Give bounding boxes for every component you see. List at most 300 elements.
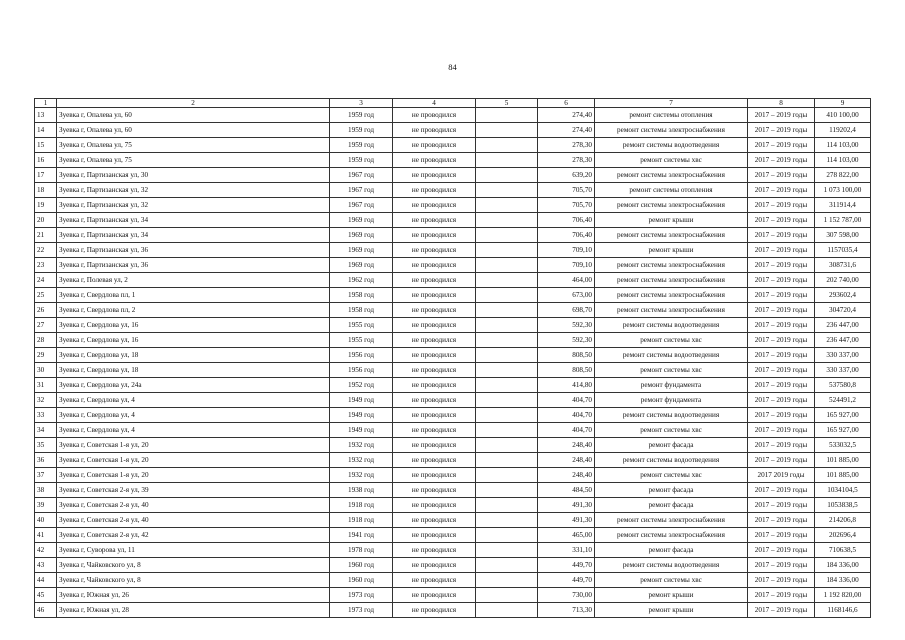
work-type-cell: ремонт системы электроснабжения <box>595 513 748 528</box>
address-cell: Зуевка г, Свердлова ул, 16 <box>57 333 330 348</box>
period-cell: 2017 – 2019 годы <box>748 543 815 558</box>
last-repair-cell: не проводился <box>393 423 476 438</box>
build-year-cell: 1949 год <box>330 423 393 438</box>
build-year-cell: 1932 год <box>330 438 393 453</box>
last-repair-cell: не проводился <box>393 273 476 288</box>
address-cell: Зуевка г, Свердлова ул, 18 <box>57 348 330 363</box>
work-type-cell: ремонт системы электроснабжения <box>595 168 748 183</box>
last-repair-cell: не проводился <box>393 348 476 363</box>
build-year-cell: 1959 год <box>330 108 393 123</box>
last-repair-cell: не проводился <box>393 588 476 603</box>
row-number-cell: 27 <box>35 318 57 333</box>
work-type-cell: ремонт фасада <box>595 498 748 513</box>
last-repair-cell: не проводился <box>393 573 476 588</box>
column-header-2: 2 <box>57 99 330 108</box>
blank-cell <box>476 468 538 483</box>
table-row <box>35 228 871 243</box>
table-row <box>35 108 871 123</box>
cost-cell: 214206,8 <box>815 513 871 528</box>
area-cell: 449,70 <box>538 558 595 573</box>
table-row <box>35 498 871 513</box>
row-number-cell: 24 <box>35 273 57 288</box>
build-year-cell: 1938 год <box>330 483 393 498</box>
blank-cell <box>476 543 538 558</box>
row-number-cell: 44 <box>35 573 57 588</box>
table-row <box>35 243 871 258</box>
area-cell: 713,30 <box>538 603 595 618</box>
blank-cell <box>476 348 538 363</box>
work-type-cell: ремонт системы электроснабжения <box>595 258 748 273</box>
address-cell: Зуевка г, Опалева ул, 75 <box>57 138 330 153</box>
table-row <box>35 303 871 318</box>
row-number-cell: 15 <box>35 138 57 153</box>
build-year-cell: 1918 год <box>330 513 393 528</box>
table-row <box>35 513 871 528</box>
address-cell: Зуевка г, Опалева ул, 60 <box>57 108 330 123</box>
address-cell: Зуевка г, Опалева ул, 75 <box>57 153 330 168</box>
work-type-cell: ремонт системы электроснабжения <box>595 273 748 288</box>
address-cell: Зуевка г, Советская 2-я ул, 40 <box>57 513 330 528</box>
last-repair-cell: не проводился <box>393 183 476 198</box>
blank-cell <box>476 558 538 573</box>
build-year-cell: 1955 год <box>330 318 393 333</box>
table-row <box>35 333 871 348</box>
area-cell: 698,70 <box>538 303 595 318</box>
row-number-cell: 31 <box>35 378 57 393</box>
table-row <box>35 393 871 408</box>
address-cell: Зуевка г, Опалева ул, 60 <box>57 123 330 138</box>
last-repair-cell: не проводился <box>393 333 476 348</box>
work-type-cell: ремонт крыши <box>595 243 748 258</box>
row-number-cell: 28 <box>35 333 57 348</box>
work-type-cell: ремонт системы водоотведения <box>595 408 748 423</box>
address-cell: Зуевка г, Партизанская ул, 32 <box>57 198 330 213</box>
period-cell: 2017 – 2019 годы <box>748 438 815 453</box>
area-cell: 673,00 <box>538 288 595 303</box>
build-year-cell: 1949 год <box>330 408 393 423</box>
cost-cell: 278 822,00 <box>815 168 871 183</box>
cost-cell: 1 073 100,00 <box>815 183 871 198</box>
period-cell: 2017 – 2019 годы <box>748 513 815 528</box>
cost-cell: 293602,4 <box>815 288 871 303</box>
address-cell: Зуевка г, Советская 1-я ул, 20 <box>57 468 330 483</box>
row-number-cell: 16 <box>35 153 57 168</box>
cost-cell: 1 152 787,00 <box>815 213 871 228</box>
address-cell: Зуевка г, Свердлова ул, 4 <box>57 408 330 423</box>
cost-cell: 410 100,00 <box>815 108 871 123</box>
last-repair-cell: не проводился <box>393 408 476 423</box>
blank-cell <box>476 378 538 393</box>
row-number-cell: 29 <box>35 348 57 363</box>
work-type-cell: ремонт крыши <box>595 603 748 618</box>
cost-cell: 1168146,6 <box>815 603 871 618</box>
area-cell: 278,30 <box>538 153 595 168</box>
build-year-cell: 1967 год <box>330 198 393 213</box>
period-cell: 2017 – 2019 годы <box>748 333 815 348</box>
table-row <box>35 573 871 588</box>
blank-cell <box>476 483 538 498</box>
table-row <box>35 123 871 138</box>
table-row <box>35 603 871 618</box>
period-cell: 2017 – 2019 годы <box>748 378 815 393</box>
table-row <box>35 138 871 153</box>
build-year-cell: 1973 год <box>330 588 393 603</box>
page-number: 84 <box>448 62 457 72</box>
area-cell: 404,70 <box>538 423 595 438</box>
period-cell: 2017 – 2019 годы <box>748 243 815 258</box>
blank-cell <box>476 528 538 543</box>
blank-cell <box>476 588 538 603</box>
row-number-cell: 42 <box>35 543 57 558</box>
cost-cell: 1 192 820,00 <box>815 588 871 603</box>
address-cell: Зуевка г, Свердлова ул, 16 <box>57 318 330 333</box>
build-year-cell: 1960 год <box>330 558 393 573</box>
table-row <box>35 273 871 288</box>
blank-cell <box>476 363 538 378</box>
period-cell: 2017 – 2019 годы <box>748 483 815 498</box>
column-header-6: 6 <box>538 99 595 108</box>
row-number-cell: 22 <box>35 243 57 258</box>
work-type-cell: ремонт системы хвс <box>595 423 748 438</box>
repair-schedule-table <box>34 98 871 618</box>
cost-cell: 524491,2 <box>815 393 871 408</box>
period-cell: 2017 – 2019 годы <box>748 318 815 333</box>
build-year-cell: 1969 год <box>330 243 393 258</box>
row-number-cell: 19 <box>35 198 57 213</box>
area-cell: 404,70 <box>538 408 595 423</box>
work-type-cell: ремонт системы электроснабжения <box>595 528 748 543</box>
cost-cell: 1053838,5 <box>815 498 871 513</box>
address-cell: Зуевка г, Свердлова ул, 4 <box>57 423 330 438</box>
column-header-1: 1 <box>35 99 57 108</box>
column-number-row <box>35 99 871 108</box>
blank-cell <box>476 153 538 168</box>
cost-cell: 1034104,5 <box>815 483 871 498</box>
cost-cell: 1157035,4 <box>815 243 871 258</box>
last-repair-cell: не проводился <box>393 198 476 213</box>
period-cell: 2017 – 2019 годы <box>748 603 815 618</box>
row-number-cell: 14 <box>35 123 57 138</box>
row-number-cell: 35 <box>35 438 57 453</box>
row-number-cell: 36 <box>35 453 57 468</box>
last-repair-cell: не проводился <box>393 438 476 453</box>
work-type-cell: ремонт фасада <box>595 543 748 558</box>
address-cell: Зуевка г, Партизанская ул, 32 <box>57 183 330 198</box>
table-row <box>35 378 871 393</box>
address-cell: Зуевка г, Свердлова ул, 24а <box>57 378 330 393</box>
work-type-cell: ремонт фасада <box>595 438 748 453</box>
blank-cell <box>476 123 538 138</box>
period-cell: 2017 – 2019 годы <box>748 108 815 123</box>
build-year-cell: 1959 год <box>330 123 393 138</box>
blank-cell <box>476 318 538 333</box>
work-type-cell: ремонт системы отопления <box>595 183 748 198</box>
build-year-cell: 1959 год <box>330 153 393 168</box>
area-cell: 248,40 <box>538 453 595 468</box>
last-repair-cell: не проводился <box>393 123 476 138</box>
table-row <box>35 468 871 483</box>
period-cell: 2017 – 2019 годы <box>748 288 815 303</box>
work-type-cell: ремонт системы водоотведения <box>595 318 748 333</box>
address-cell: Зуевка г, Советская 2-я ул, 39 <box>57 483 330 498</box>
period-cell: 2017 – 2019 годы <box>748 153 815 168</box>
work-type-cell: ремонт системы водоотведения <box>595 558 748 573</box>
table-row <box>35 438 871 453</box>
cost-cell: 311914,4 <box>815 198 871 213</box>
cost-cell: 114 103,00 <box>815 138 871 153</box>
area-cell: 248,40 <box>538 468 595 483</box>
build-year-cell: 1958 год <box>330 288 393 303</box>
area-cell: 491,30 <box>538 498 595 513</box>
area-cell: 705,70 <box>538 198 595 213</box>
table-row <box>35 423 871 438</box>
table-row <box>35 198 871 213</box>
blank-cell <box>476 453 538 468</box>
cost-cell: 114 103,00 <box>815 153 871 168</box>
area-cell: 705,70 <box>538 183 595 198</box>
address-cell: Зуевка г, Советская 2-я ул, 42 <box>57 528 330 543</box>
blank-cell <box>476 198 538 213</box>
table-row <box>35 453 871 468</box>
build-year-cell: 1959 год <box>330 138 393 153</box>
build-year-cell: 1967 год <box>330 168 393 183</box>
cost-cell: 202 740,00 <box>815 273 871 288</box>
last-repair-cell: не проводился <box>393 363 476 378</box>
area-cell: 709,10 <box>538 258 595 273</box>
period-cell: 2017 – 2019 годы <box>748 453 815 468</box>
area-cell: 274,40 <box>538 123 595 138</box>
row-number-cell: 23 <box>35 258 57 273</box>
table-row <box>35 558 871 573</box>
period-cell: 2017 2019 годы <box>748 468 815 483</box>
address-cell: Зуевка г, Южная ул, 26 <box>57 588 330 603</box>
address-cell: Зуевка г, Свердлова пл, 1 <box>57 288 330 303</box>
address-cell: Зуевка г, Свердлова ул, 18 <box>57 363 330 378</box>
row-number-cell: 40 <box>35 513 57 528</box>
last-repair-cell: не проводился <box>393 483 476 498</box>
last-repair-cell: не проводился <box>393 168 476 183</box>
build-year-cell: 1932 год <box>330 453 393 468</box>
blank-cell <box>476 183 538 198</box>
period-cell: 2017 – 2019 годы <box>748 168 815 183</box>
period-cell: 2017 – 2019 годы <box>748 423 815 438</box>
area-cell: 706,40 <box>538 228 595 243</box>
blank-cell <box>476 273 538 288</box>
area-cell: 449,70 <box>538 573 595 588</box>
area-cell: 639,20 <box>538 168 595 183</box>
build-year-cell: 1969 год <box>330 258 393 273</box>
table-row <box>35 483 871 498</box>
address-cell: Зуевка г, Партизанская ул, 34 <box>57 228 330 243</box>
row-number-cell: 43 <box>35 558 57 573</box>
last-repair-cell: не проводился <box>393 498 476 513</box>
last-repair-cell: не проводился <box>393 108 476 123</box>
column-header-3: 3 <box>330 99 393 108</box>
build-year-cell: 1967 год <box>330 183 393 198</box>
address-cell: Зуевка г, Полевая ул, 2 <box>57 273 330 288</box>
cost-cell: 330 337,00 <box>815 363 871 378</box>
row-number-cell: 26 <box>35 303 57 318</box>
table-row <box>35 348 871 363</box>
row-number-cell: 39 <box>35 498 57 513</box>
blank-cell <box>476 573 538 588</box>
work-type-cell: ремонт фундамента <box>595 378 748 393</box>
blank-cell <box>476 393 538 408</box>
work-type-cell: ремонт фундамента <box>595 393 748 408</box>
cost-cell: 236 447,00 <box>815 318 871 333</box>
build-year-cell: 1973 год <box>330 603 393 618</box>
build-year-cell: 1958 год <box>330 303 393 318</box>
area-cell: 484,50 <box>538 483 595 498</box>
period-cell: 2017 – 2019 годы <box>748 588 815 603</box>
last-repair-cell: не проводился <box>393 138 476 153</box>
table-row <box>35 318 871 333</box>
column-header-4: 4 <box>393 99 476 108</box>
last-repair-cell: не проводился <box>393 288 476 303</box>
address-cell: Зуевка г, Партизанская ул, 36 <box>57 243 330 258</box>
address-cell: Зуевка г, Советская 1-я ул, 20 <box>57 453 330 468</box>
last-repair-cell: не проводился <box>393 543 476 558</box>
work-type-cell: ремонт системы электроснабжения <box>595 123 748 138</box>
blank-cell <box>476 243 538 258</box>
cost-cell: 307 598,00 <box>815 228 871 243</box>
table-body <box>35 108 871 618</box>
cost-cell: 308731,6 <box>815 258 871 273</box>
period-cell: 2017 – 2019 годы <box>748 138 815 153</box>
period-cell: 2017 – 2019 годы <box>748 213 815 228</box>
table-row <box>35 288 871 303</box>
build-year-cell: 1955 год <box>330 333 393 348</box>
work-type-cell: ремонт системы хвс <box>595 333 748 348</box>
row-number-cell: 37 <box>35 468 57 483</box>
row-number-cell: 33 <box>35 408 57 423</box>
work-type-cell: ремонт системы электроснабжения <box>595 228 748 243</box>
blank-cell <box>476 498 538 513</box>
blank-cell <box>476 108 538 123</box>
period-cell: 2017 – 2019 годы <box>748 273 815 288</box>
address-cell: Зуевка г, Суворова ул, 11 <box>57 543 330 558</box>
blank-cell <box>476 423 538 438</box>
row-number-cell: 45 <box>35 588 57 603</box>
address-cell: Зуевка г, Свердлова ул, 4 <box>57 393 330 408</box>
table-row <box>35 543 871 558</box>
blank-cell <box>476 138 538 153</box>
blank-cell <box>476 228 538 243</box>
table-row <box>35 168 871 183</box>
cost-cell: 533032,5 <box>815 438 871 453</box>
period-cell: 2017 – 2019 годы <box>748 258 815 273</box>
period-cell: 2017 – 2019 годы <box>748 303 815 318</box>
area-cell: 730,00 <box>538 588 595 603</box>
cost-cell: 710638,5 <box>815 543 871 558</box>
area-cell: 464,00 <box>538 273 595 288</box>
table-row <box>35 258 871 273</box>
period-cell: 2017 – 2019 годы <box>748 558 815 573</box>
build-year-cell: 1949 год <box>330 393 393 408</box>
work-type-cell: ремонт системы электроснабжения <box>595 198 748 213</box>
last-repair-cell: не проводился <box>393 603 476 618</box>
area-cell: 404,70 <box>538 393 595 408</box>
build-year-cell: 1969 год <box>330 213 393 228</box>
column-header-8: 8 <box>748 99 815 108</box>
build-year-cell: 1969 год <box>330 228 393 243</box>
cost-cell: 202696,4 <box>815 528 871 543</box>
blank-cell <box>476 213 538 228</box>
blank-cell <box>476 168 538 183</box>
cost-cell: 304720,4 <box>815 303 871 318</box>
area-cell: 465,00 <box>538 528 595 543</box>
last-repair-cell: не проводился <box>393 528 476 543</box>
area-cell: 706,40 <box>538 213 595 228</box>
blank-cell <box>476 513 538 528</box>
table-row <box>35 183 871 198</box>
period-cell: 2017 – 2019 годы <box>748 498 815 513</box>
area-cell: 331,10 <box>538 543 595 558</box>
table-row <box>35 588 871 603</box>
period-cell: 2017 – 2019 годы <box>748 393 815 408</box>
row-number-cell: 30 <box>35 363 57 378</box>
period-cell: 2017 – 2019 годы <box>748 528 815 543</box>
last-repair-cell: не проводился <box>393 213 476 228</box>
area-cell: 592,30 <box>538 333 595 348</box>
area-cell: 808,50 <box>538 363 595 378</box>
work-type-cell: ремонт системы хвс <box>595 153 748 168</box>
address-cell: Зуевка г, Партизанская ул, 30 <box>57 168 330 183</box>
last-repair-cell: не проводился <box>393 258 476 273</box>
work-type-cell: ремонт системы водоотведения <box>595 138 748 153</box>
address-cell: Зуевка г, Южная ул, 28 <box>57 603 330 618</box>
last-repair-cell: не проводился <box>393 453 476 468</box>
cost-cell: 165 927,00 <box>815 423 871 438</box>
table-row <box>35 408 871 423</box>
build-year-cell: 1956 год <box>330 363 393 378</box>
row-number-cell: 46 <box>35 603 57 618</box>
period-cell: 2017 – 2019 годы <box>748 228 815 243</box>
cost-cell: 101 885,00 <box>815 453 871 468</box>
build-year-cell: 1956 год <box>330 348 393 363</box>
table-row <box>35 363 871 378</box>
column-header-5: 5 <box>476 99 538 108</box>
cost-cell: 101 885,00 <box>815 468 871 483</box>
blank-cell <box>476 303 538 318</box>
blank-cell <box>476 333 538 348</box>
table-row <box>35 153 871 168</box>
column-header-9: 9 <box>815 99 871 108</box>
area-cell: 248,40 <box>538 438 595 453</box>
cost-cell: 330 337,00 <box>815 348 871 363</box>
blank-cell <box>476 603 538 618</box>
build-year-cell: 1918 год <box>330 498 393 513</box>
area-cell: 274,40 <box>538 108 595 123</box>
build-year-cell: 1962 год <box>330 273 393 288</box>
cost-cell: 119202,4 <box>815 123 871 138</box>
row-number-cell: 41 <box>35 528 57 543</box>
cost-cell: 236 447,00 <box>815 333 871 348</box>
table-row <box>35 528 871 543</box>
row-number-cell: 20 <box>35 213 57 228</box>
last-repair-cell: не проводился <box>393 468 476 483</box>
row-number-cell: 18 <box>35 183 57 198</box>
blank-cell <box>476 288 538 303</box>
cost-cell: 184 336,00 <box>815 558 871 573</box>
area-cell: 592,30 <box>538 318 595 333</box>
blank-cell <box>476 258 538 273</box>
work-type-cell: ремонт системы хвс <box>595 573 748 588</box>
area-cell: 414,80 <box>538 378 595 393</box>
address-cell: Зуевка г, Свердлова пл, 2 <box>57 303 330 318</box>
work-type-cell: ремонт фасада <box>595 483 748 498</box>
last-repair-cell: не проводился <box>393 318 476 333</box>
